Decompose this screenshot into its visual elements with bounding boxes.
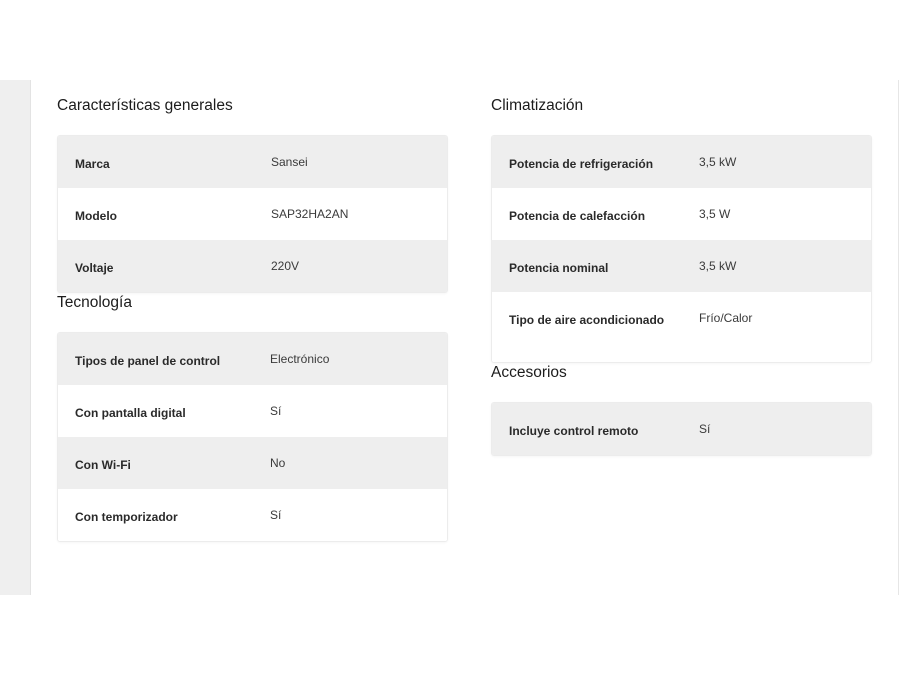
section-title-generales: Características generales (57, 97, 233, 114)
spec-row (58, 188, 447, 240)
spec-label: Marca (75, 157, 110, 171)
spec-label: Tipos de panel de control (75, 354, 221, 368)
section-title-tecnologia: Tecnología (57, 294, 132, 311)
spec-row (58, 333, 447, 385)
spec-row (58, 437, 447, 489)
spec-value: 3,5 W (699, 207, 731, 221)
spec-label: Con pantalla digital (75, 406, 186, 420)
spec-value: No (270, 456, 286, 470)
spec-value: 3,5 kW (699, 155, 737, 169)
spec-row (492, 136, 871, 188)
spec-label: Incluye control remoto (509, 424, 639, 438)
spec-value: Electrónico (270, 352, 330, 366)
specs-right-column (491, 96, 872, 456)
spec-label: Potencia de calefacción (509, 209, 646, 223)
left-side-panel (0, 80, 31, 595)
spec-row (58, 489, 447, 541)
spec-label: Potencia nominal (509, 261, 609, 275)
specs-left-column (57, 96, 448, 542)
spec-table-generales (57, 135, 448, 293)
spec-table-accesorios (491, 402, 872, 456)
section-title-climatizacion: Climatización (491, 97, 584, 114)
section-title-accesorios: Accesorios (491, 364, 567, 381)
spec-label: Potencia de refrigeración (509, 157, 654, 171)
spec-value: 3,5 kW (699, 259, 737, 273)
spec-table-tecnologia (57, 332, 448, 542)
spec-value: Sí (699, 422, 711, 436)
spec-value: Sí (270, 404, 282, 418)
spec-label: Modelo (75, 209, 117, 223)
spec-value: Sansei (271, 155, 308, 169)
spec-row (492, 292, 871, 362)
spec-value: 220V (271, 259, 300, 273)
spec-row (492, 240, 871, 292)
spec-row (492, 188, 871, 240)
spec-value: Frío/Calor (699, 311, 753, 325)
spec-row (492, 403, 871, 455)
spec-row (58, 136, 447, 188)
spec-table-climatizacion (491, 135, 872, 363)
spec-label: Voltaje (75, 261, 114, 275)
spec-row (58, 385, 447, 437)
spec-label: Con temporizador (75, 510, 178, 524)
spec-label: Tipo de aire acondicionado (509, 313, 665, 327)
right-divider (898, 80, 899, 595)
spec-value: Sí (270, 508, 282, 522)
spec-label: Con Wi-Fi (75, 458, 131, 472)
spec-row (58, 240, 447, 292)
spec-value: SAP32HA2AN (271, 207, 349, 221)
